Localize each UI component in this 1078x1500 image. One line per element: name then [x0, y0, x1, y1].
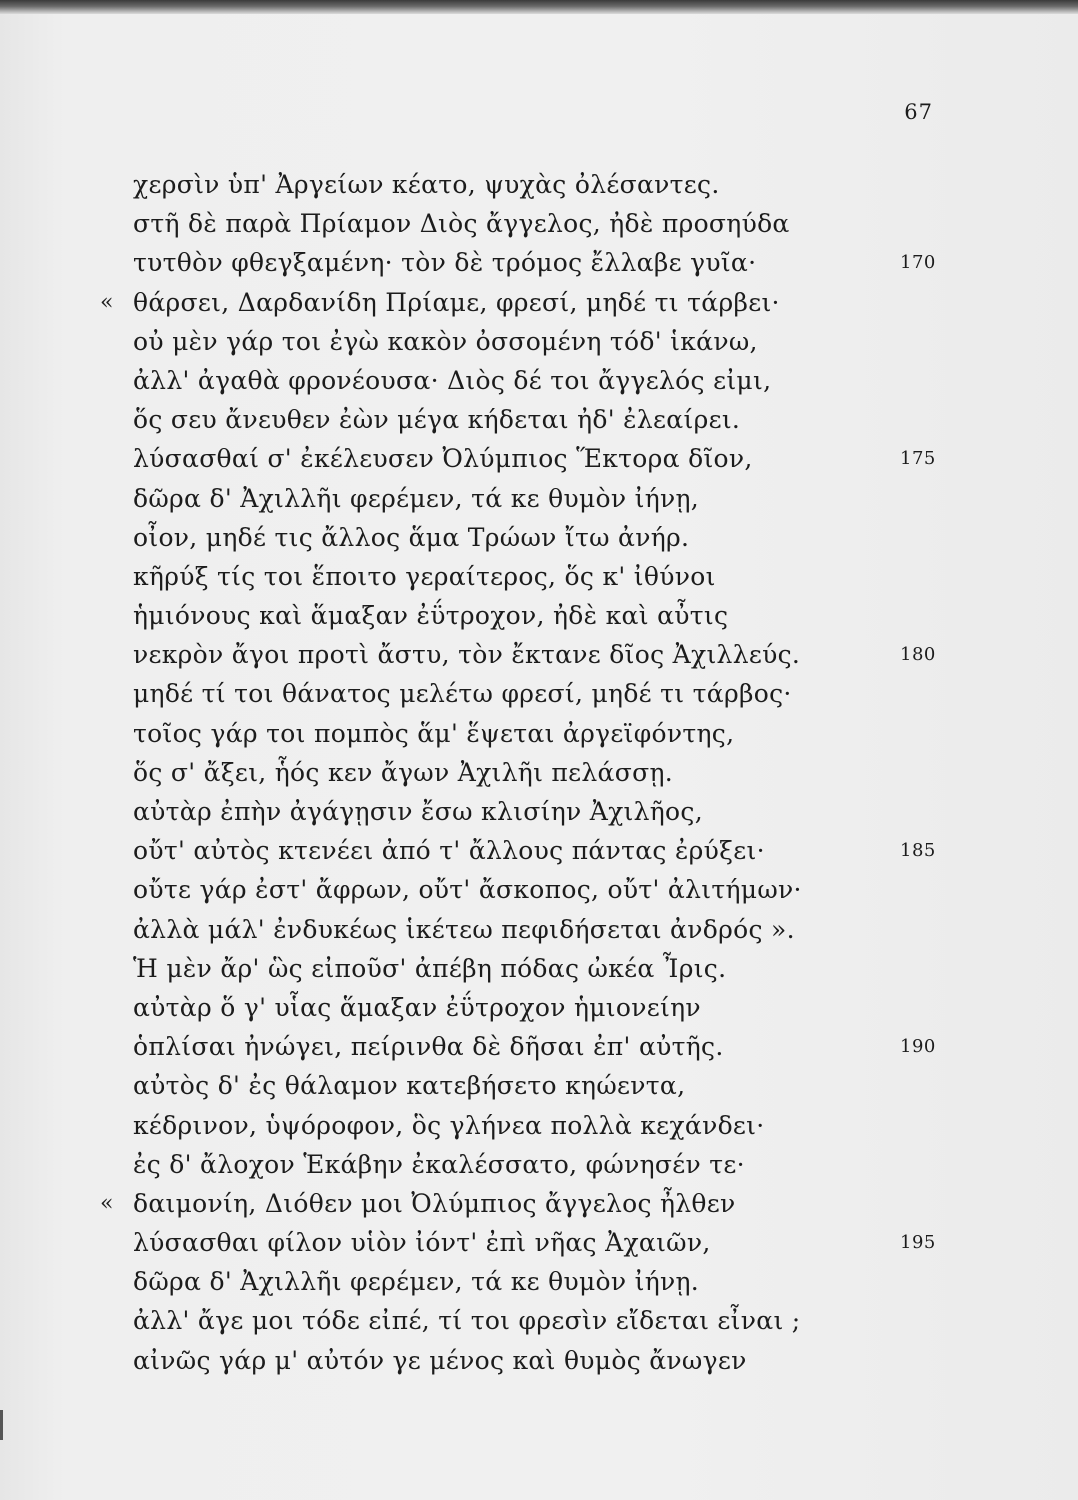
verse-line: [0, 949, 1078, 988]
verse-line: [0, 910, 1078, 949]
verse-line: [0, 635, 1078, 674]
scan-top-edge: [0, 0, 1078, 14]
verse-text: κέδρινον, ὑψόροφον, ὃς γλήνεα πολλὰ κεχάνδει·: [133, 1110, 765, 1140]
verse-line: [0, 400, 1078, 439]
verse-text: ὁπλίσαι ἠνώγει, πείρινθα δὲ δῆσαι ἐπ' αὐτῆς.: [133, 1032, 724, 1062]
quote-marker: «: [100, 289, 114, 315]
verse-text: αὐτὰρ ὅ γ' υἷας ἅμαξαν ἐΰτροχον ἡμιονείην: [133, 992, 701, 1022]
line-number: 175: [900, 448, 936, 470]
verse-line: [0, 439, 1078, 478]
verse-text: θάρσει, Δαρδανίδη Πρίαμε, φρεσί, μηδέ τι τάρβει·: [133, 287, 780, 317]
line-number: 170: [900, 252, 936, 274]
quote-marker: «: [100, 1190, 114, 1216]
verse-line: [0, 322, 1078, 361]
verse-line: [0, 596, 1078, 635]
verse-text: λύσασθαι φίλον υἱὸν ἰόντ' ἐπὶ νῆας Ἀχαιῶν,: [133, 1228, 711, 1258]
verse-line: [0, 1341, 1078, 1380]
verse-text: αὐτὰρ ἐπὴν ἀγάγῃσιν ἔσω κλισίην Ἀχιλῆος,: [133, 797, 703, 826]
verse-text: οὐ μὲν γάρ τοι ἐγὼ κακὸν ὀσσομένη τόδ' ἱκάνω,: [133, 326, 758, 356]
verse-text: δῶρα δ' Ἀχιλλῆι φερέμεν, τά κε θυμὸν ἰήνῃ.: [133, 1267, 700, 1297]
verse-text: κῆρύξ τίς τοι ἕποιτο γεραίτερος, ὅς κ' ἰθύνοι: [133, 561, 716, 591]
verse-text: δαιμονίη, Διόθεν μοι Ὀλύμπιος ἄγγελος ἦλθεν: [133, 1188, 736, 1218]
verse-text: ὅς σ' ἄξει, ἧός κεν ἄγων Ἀχιλῆι πελάσσῃ.: [133, 757, 673, 787]
verse-line: [0, 1223, 1078, 1262]
verse-text: οἶον, μηδέ τις ἄλλος ἅμα Τρώων ἴτω ἀνήρ.: [133, 522, 690, 552]
verse-line: [0, 1066, 1078, 1105]
line-number: 180: [900, 644, 936, 666]
verse-line: [0, 1027, 1078, 1066]
verse-block: [0, 165, 1078, 1380]
verse-line: [0, 870, 1078, 909]
verse-line: [0, 1106, 1078, 1145]
verse-line: [0, 479, 1078, 518]
verse-text: αἰνῶς γάρ μ' αὐτόν γε μένος καὶ θυμὸς ἄνωγεν: [133, 1345, 747, 1375]
verse-line: [0, 792, 1078, 831]
verse-text: αὐτὸς δ' ἐς θάλαμον κατεβήσετο κηώεντα,: [133, 1071, 686, 1101]
line-number: 190: [900, 1036, 936, 1058]
verse-text: οὔτε γάρ ἐστ' ἄφρων, οὔτ' ἄσκοπος, οὔτ' ἀλιτήμων·: [133, 875, 802, 905]
line-number: 185: [900, 840, 936, 862]
verse-line: [0, 714, 1078, 753]
verse-text: δῶρα δ' Ἀχιλλῆι φερέμεν, τά κε θυμὸν ἰήνῃ,: [133, 483, 700, 513]
verse-text: οὔτ' αὐτὸς κτενέει ἀπό τ' ἄλλους πάντας ἐρύξει·: [133, 836, 765, 866]
verse-text: ἀλλ' ἀγαθὰ φρονέουσα· Διὸς δέ τοι ἄγγελός εἰμι,: [133, 365, 772, 395]
verse-text: τοῖος γάρ τοι πομπὸς ἅμ' ἕψεται ἀργεϊφόντης,: [133, 718, 735, 748]
verse-line: [0, 557, 1078, 596]
verse-line: [0, 753, 1078, 792]
verse-text: ἀλλὰ μάλ' ἐνδυκέως ἱκέτεω πεφιδήσεται ἀνδρός ».: [133, 914, 795, 944]
verse-text: ὅς σευ ἄνευθεν ἐὼν μέγα κήδεται ἠδ' ἐλεαίρει.: [133, 405, 741, 435]
verse-line: [0, 518, 1078, 557]
verse-line: [0, 204, 1078, 243]
verse-line: [0, 1184, 1078, 1223]
verse-line: [0, 243, 1078, 282]
verse-line: [0, 361, 1078, 400]
verse-text: Ἡ μὲν ἄρ' ὣς εἰποῦσ' ἀπέβη πόδας ὠκέα Ἶρις.: [133, 953, 727, 983]
verse-text: νεκρὸν ἄγοι προτὶ ἄστυ, τὸν ἔκτανε δῖος Ἀχιλλεύς.: [133, 640, 801, 670]
verse-text: ἀλλ' ἄγε μοι τόδε εἰπέ, τί τοι φρεσὶν εἴδεται εἶναι ;: [133, 1306, 801, 1336]
page-number: 67: [904, 100, 933, 124]
verse-text: λύσασθαί σ' ἐκέλευσεν Ὀλύμπιος Ἕκτορα δῖον,: [133, 444, 753, 474]
verse-text: μηδέ τί τοι θάνατος μελέτω φρεσί, μηδέ τι τάρβος·: [133, 679, 792, 709]
verse-text: τυτθὸν φθεγξαμένη· τὸν δὲ τρόμος ἔλλαβε γυῖα·: [133, 248, 757, 278]
scan-left-mark: [0, 1410, 3, 1440]
verse-text: ἡμιόνους καὶ ἅμαξαν ἐΰτροχον, ἠδὲ καὶ αὖτις: [133, 601, 729, 631]
verse-line: [0, 988, 1078, 1027]
verse-text: ἐς δ' ἄλοχον Ἑκάβην ἐκαλέσσατο, φώνησέν τε·: [133, 1149, 745, 1179]
verse-text: στῆ δὲ παρὰ Πρίαμον Διὸς ἄγγελος, ἠδὲ προσηύδα: [133, 209, 790, 239]
verse-line: [0, 1301, 1078, 1340]
verse-line: [0, 283, 1078, 322]
verse-line: [0, 1145, 1078, 1184]
line-number: 195: [900, 1232, 936, 1254]
verse-line: [0, 674, 1078, 713]
verse-line: [0, 1262, 1078, 1301]
verse-line: [0, 165, 1078, 204]
verse-line: [0, 831, 1078, 870]
verse-text: χερσὶν ὑπ' Ἀργείων κέατο, ψυχὰς ὀλέσαντες.: [133, 170, 720, 199]
